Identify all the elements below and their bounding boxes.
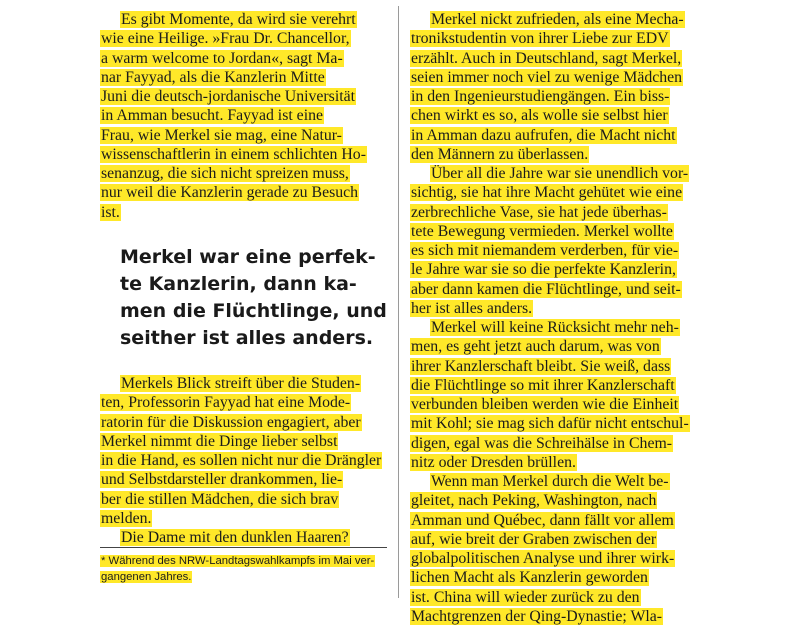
text-run: verbunden bleiben werden wie die Einheit	[411, 396, 679, 413]
text-line	[100, 126, 387, 145]
text-line	[410, 68, 700, 87]
column-divider	[398, 6, 399, 598]
text-run: in Amman besucht. Fayyad ist eine	[101, 107, 323, 125]
paragraph	[100, 374, 387, 528]
text-run: Wenn man Merkel durch die Welt be-	[431, 473, 669, 490]
text-line	[410, 357, 700, 376]
paragraph	[410, 472, 700, 626]
text-run: seien immer noch viel zu wenige Mädchen	[411, 68, 683, 86]
text-run: Merkels Blick streift über die Studen-	[121, 375, 361, 392]
text-run: ist.	[101, 203, 120, 221]
paragraph	[100, 10, 387, 222]
text-line	[410, 106, 700, 125]
text-line	[410, 222, 700, 241]
text-line	[100, 183, 387, 202]
text-run: le Jahre war sie so die perfekte Kanzlerin,	[411, 261, 676, 279]
footnote-line	[100, 553, 387, 569]
right-column	[410, 10, 700, 626]
text-line	[410, 530, 700, 549]
text-line	[100, 451, 387, 470]
text-run: * Während des NRW-Landtagswahlkampfs im Mai ver-	[101, 555, 375, 567]
text-line	[410, 511, 700, 530]
text-run: chen wirkt es so, als wolle sie selbst hier	[411, 107, 668, 125]
text-run: erzählt. Auch in Deutschland, sagt Merkel,	[411, 49, 682, 67]
text-run: es sich mit niemandem verderben, für vie-	[411, 242, 679, 259]
text-run: men, es geht jetzt auch darum, was von	[411, 338, 660, 356]
text-run: a warm welcome to Jordan«, sagt Ma-	[101, 49, 343, 67]
footnote	[100, 553, 387, 585]
text-run: und Selbstdarsteller drankommen, lie-	[101, 471, 343, 489]
text-run: seither ist alles anders.	[120, 327, 374, 349]
left-column-lower	[100, 374, 387, 547]
text-line	[410, 183, 700, 202]
text-line	[410, 203, 700, 222]
text-run: den Männern zu überlassen.	[411, 145, 589, 163]
text-line	[100, 203, 387, 222]
text-line	[410, 299, 700, 318]
text-line	[100, 106, 387, 125]
text-line	[410, 568, 700, 587]
pull-quote-line	[120, 298, 390, 325]
text-line	[410, 453, 700, 472]
text-line	[410, 241, 700, 260]
text-run: Merkel nimmt die Dinge lieber selbst	[101, 432, 338, 450]
paragraph	[410, 318, 700, 472]
text-run: die Flüchtlinge so mit ihrer Kanzlerschaft	[411, 376, 675, 394]
text-run: senanzug, die sich nicht spreizen muss,	[101, 165, 349, 182]
text-line	[410, 164, 700, 183]
text-line	[100, 29, 387, 48]
pull-quote-line	[120, 271, 390, 298]
text-line	[410, 549, 700, 568]
text-line	[410, 395, 700, 414]
paragraph	[410, 10, 700, 164]
pull-quote	[120, 244, 390, 352]
text-line	[100, 413, 387, 432]
text-run: sichtig, sie hat ihre Macht gehütet wie eine	[411, 184, 683, 202]
text-run: Merkel nickt zufrieden, als eine Mecha-	[431, 11, 684, 28]
text-line	[410, 260, 700, 279]
text-line	[410, 376, 700, 395]
text-run: tete Bewegung vermieden. Merkel wollte	[411, 222, 673, 240]
pull-quote-line	[120, 325, 390, 352]
text-run: gleitet, nach Peking, Washington, nach	[411, 492, 657, 510]
text-run: globalpolitischen Analyse und ihrer wirk-	[411, 550, 675, 567]
text-run: her ist alles anders.	[411, 299, 533, 317]
text-line	[410, 145, 700, 164]
text-run: Merkel war eine perfek-	[120, 246, 376, 268]
text-line	[100, 10, 387, 29]
text-run: nur weil die Kanzlerin gerade zu Besuch	[101, 184, 359, 202]
footnote-line	[100, 569, 387, 585]
text-line	[410, 126, 700, 145]
text-line	[410, 87, 700, 106]
text-line	[100, 68, 387, 87]
text-run: ten, Professorin Fayyad hat eine Mode-	[101, 394, 351, 412]
text-run: Amman und Québec, dann fällt vor allem	[411, 511, 674, 529]
text-run: digen, egal was die Schreihälse in Chem-	[411, 434, 673, 452]
text-run: melden.	[101, 509, 152, 527]
text-line	[100, 87, 387, 106]
text-run: mit Kohl; sie mag sich dafür nicht entschul-	[411, 415, 689, 433]
text-line	[100, 509, 387, 528]
text-run: Juni die deutsch-jordanische Universität	[101, 88, 355, 105]
text-run: men die Flüchtlinge, und	[120, 300, 387, 322]
text-run: Über all die Jahre war sie unendlich vor-	[431, 165, 689, 182]
paragraph	[410, 164, 700, 318]
text-run: in Amman dazu aufrufen, die Macht nicht	[411, 126, 676, 144]
text-run: Die Dame mit den dunklen Haaren?	[121, 529, 349, 546]
text-line	[410, 491, 700, 510]
text-line	[100, 393, 387, 412]
text-line	[100, 374, 387, 393]
text-line	[100, 528, 387, 547]
text-run: lichen Macht als Kanzlerin geworden	[411, 569, 648, 587]
text-run: gangenen Jahres.	[101, 571, 192, 583]
text-line	[410, 472, 700, 491]
text-run: auf, wie breit der Graben zwischen der	[411, 530, 657, 548]
text-line	[410, 434, 700, 453]
text-line	[100, 470, 387, 489]
text-line	[410, 10, 700, 29]
pull-quote-line	[120, 244, 390, 271]
text-run: Es gibt Momente, da wird sie verehrt	[121, 11, 356, 28]
text-run: zerbrechliche Vase, sie hat jede überhas-	[411, 203, 667, 221]
text-run: Frau, wie Merkel sie mag, eine Natur-	[101, 126, 342, 144]
text-line	[410, 414, 700, 433]
text-run: aber dann kamen die Flüchtlinge, und seit-	[411, 280, 681, 298]
text-run: in den Ingenieurstudiengängen. Ein biss-	[411, 88, 670, 105]
text-line	[100, 164, 387, 183]
text-run: ihrer Kanzlerschaft bleibt. Sie weiß, dass	[411, 357, 671, 375]
left-column	[100, 10, 387, 222]
text-line	[410, 318, 700, 337]
text-line	[100, 49, 387, 68]
text-line	[410, 49, 700, 68]
text-line	[410, 607, 700, 626]
text-line	[410, 337, 700, 356]
text-line	[410, 280, 700, 299]
text-run: tronikstudentin von ihrer Liebe zur EDV	[411, 30, 669, 48]
text-line	[100, 145, 387, 164]
text-line	[100, 432, 387, 451]
footnote-rule	[100, 547, 387, 548]
text-run: Merkel will keine Rücksicht mehr neh-	[431, 319, 679, 336]
text-run: ratorin für die Diskussion engagiert, aber	[101, 413, 361, 431]
paragraph	[100, 528, 387, 547]
text-line	[100, 490, 387, 509]
text-line	[410, 29, 700, 48]
text-run: wissenschaftlerin in einem schlichten Ho-	[101, 145, 366, 163]
text-run: Machtgrenzen der Qing-Dynastie; Wla-	[411, 607, 663, 625]
text-run: nitz oder Dresden brüllen.	[411, 453, 576, 471]
text-run: te Kanzlerin, dann ka-	[120, 273, 357, 295]
text-run: wie eine Heilige. »Frau Dr. Chancellor,	[101, 30, 350, 48]
text-run: nar Fayyad, als die Kanzlerin Mitte	[101, 68, 325, 86]
text-line	[410, 588, 700, 607]
text-run: ist. China will wieder zurück zu den	[411, 588, 640, 606]
text-run: ber die stillen Mädchen, die sich brav	[101, 490, 339, 508]
text-run: in die Hand, es sollen nicht nur die Drängler	[101, 452, 382, 469]
